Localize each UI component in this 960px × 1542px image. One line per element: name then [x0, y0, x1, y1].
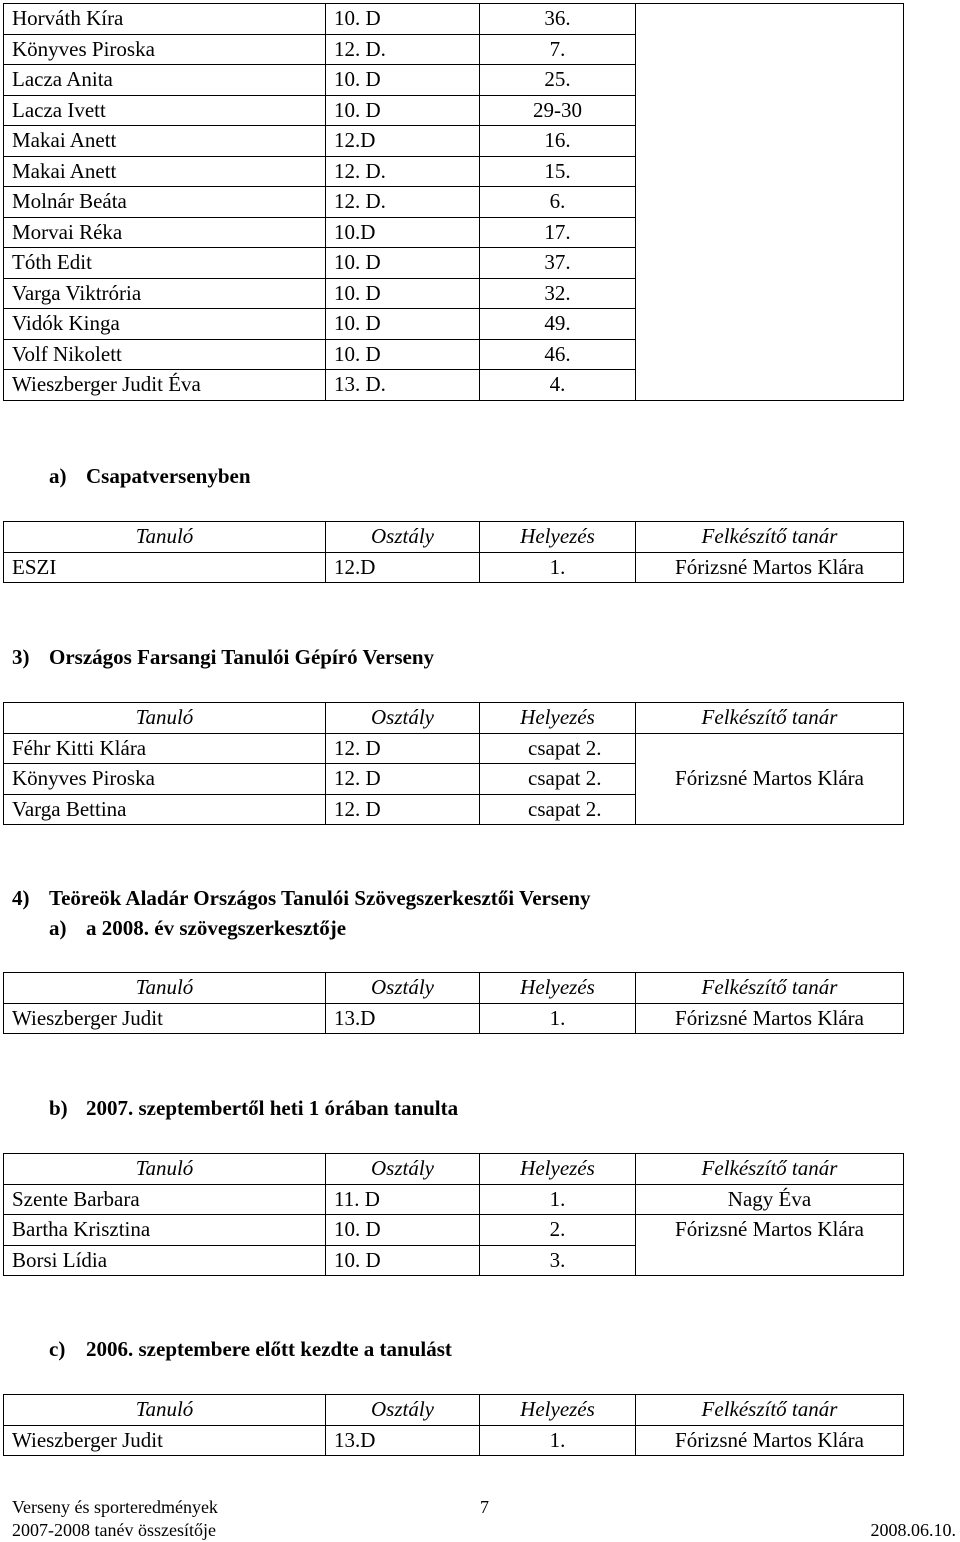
student-place: 37.	[480, 248, 636, 279]
student-class: 10. D	[326, 278, 480, 309]
header-teacher: Felkészítő tanár	[636, 703, 904, 734]
typing-results-table	[3, 702, 904, 825]
student-class: 12. D	[326, 794, 480, 825]
student-name: Borsi Lídia	[4, 1245, 326, 1276]
student-place: 1.	[480, 1003, 636, 1034]
student-name: Lacza Ivett	[4, 95, 326, 126]
table-row	[4, 1215, 904, 1246]
student-class: 10. D	[326, 1215, 480, 1246]
student-name: Horváth Kíra	[4, 4, 326, 35]
table-row	[4, 4, 904, 35]
student-place: 1.	[480, 1425, 636, 1456]
header-class: Osztály	[326, 703, 480, 734]
section-4c-heading	[49, 1337, 452, 1362]
student-class: 12. D	[326, 733, 480, 764]
student-name: Wieszberger Judit	[4, 1425, 326, 1456]
student-class: 10. D	[326, 248, 480, 279]
student-class: 10.D	[326, 217, 480, 248]
footer-subtitle: 2007-2008 tanév összesítője	[12, 1520, 216, 1540]
student-place: csapat 2.	[480, 764, 636, 795]
student-class: 12. D.	[326, 34, 480, 65]
header-place: Helyezés	[480, 522, 636, 553]
text-editor-2008-table	[3, 972, 904, 1034]
section-3-heading	[12, 645, 434, 670]
student-class: 10. D	[326, 95, 480, 126]
student-place: 6.	[480, 187, 636, 218]
header-student: Tanuló	[4, 1395, 326, 1426]
student-place: 15.	[480, 156, 636, 187]
header-row	[4, 1395, 904, 1426]
header-row	[4, 522, 904, 553]
student-place: 32.	[480, 278, 636, 309]
text-editor-2006-table	[3, 1394, 904, 1456]
student-place: 1.	[480, 552, 636, 583]
section-a-label: a)	[49, 464, 67, 488]
teacher-name: Fórizsné Martos Klára	[636, 733, 904, 825]
student-class: 12.D	[326, 552, 480, 583]
student-place: 3.	[480, 1245, 636, 1276]
student-class: 13.D	[326, 1003, 480, 1034]
teacher-name: Fórizsné Martos Klára	[636, 1425, 904, 1456]
header-class: Osztály	[326, 522, 480, 553]
header-student: Tanuló	[4, 973, 326, 1004]
student-place: 1.	[480, 1184, 636, 1215]
header-class: Osztály	[326, 1395, 480, 1426]
student-class: 10. D	[326, 339, 480, 370]
section-a-title: Csapatversenyben	[86, 464, 251, 488]
teacher-name: Fórizsné Martos Klára	[636, 552, 904, 583]
student-name: Varga Viktrória	[4, 278, 326, 309]
header-teacher: Felkészítő tanár	[636, 973, 904, 1004]
student-place: 36.	[480, 4, 636, 35]
header-class: Osztály	[326, 1154, 480, 1185]
student-name: Tóth Edit	[4, 248, 326, 279]
student-place: csapat 2.	[480, 733, 636, 764]
table-row	[4, 552, 904, 583]
student-name: Morvai Réka	[4, 217, 326, 248]
team-results-table	[3, 521, 904, 583]
section-4-heading	[12, 886, 591, 911]
student-name: ESZI	[4, 552, 326, 583]
section-3-label: 3)	[12, 645, 30, 669]
section-4-label: 4)	[12, 886, 30, 910]
header-student: Tanuló	[4, 703, 326, 734]
teacher-name: Nagy Éva	[636, 1184, 904, 1215]
student-class: 10. D	[326, 1245, 480, 1276]
student-name: Wieszberger Judit Éva	[4, 370, 326, 401]
header-teacher: Felkészítő tanár	[636, 1154, 904, 1185]
student-name: Wieszberger Judit	[4, 1003, 326, 1034]
section-4c-title: 2006. szeptembere előtt kezdte a tanulást	[86, 1337, 452, 1361]
header-class: Osztály	[326, 973, 480, 1004]
section-a-heading	[49, 464, 251, 489]
table-row	[4, 1425, 904, 1456]
header-place: Helyezés	[480, 1395, 636, 1426]
section-4b-label: b)	[49, 1096, 68, 1120]
student-place: 17.	[480, 217, 636, 248]
student-place: 16.	[480, 126, 636, 157]
student-place: 25.	[480, 65, 636, 96]
header-place: Helyezés	[480, 973, 636, 1004]
student-name: Varga Bettina	[4, 794, 326, 825]
top-results-table	[3, 3, 904, 401]
header-row	[4, 703, 904, 734]
student-name: Makai Anett	[4, 156, 326, 187]
student-name: Könyves Piroska	[4, 764, 326, 795]
section-4-title: Teöreök Aladár Országos Tanulói Szövegszerkesztői Verseny	[49, 886, 591, 910]
footer-date: 2008.06.10.	[870, 1520, 956, 1540]
table-row	[4, 1003, 904, 1034]
student-name: Bartha Krisztina	[4, 1215, 326, 1246]
footer-title: Verseny és sporteredmények	[12, 1497, 218, 1517]
section-4b-heading	[49, 1096, 458, 1121]
text-editor-2007-table	[3, 1153, 904, 1276]
student-place: 7.	[480, 34, 636, 65]
section-3-title: Országos Farsangi Tanulói Gépíró Verseny	[49, 645, 435, 669]
section-4a-heading	[49, 916, 346, 941]
student-name: Makai Anett	[4, 126, 326, 157]
student-name: Szente Barbara	[4, 1184, 326, 1215]
student-class: 13.D	[326, 1425, 480, 1456]
student-place: csapat 2.	[480, 794, 636, 825]
table-row	[4, 733, 904, 764]
footer-page-number: 7	[480, 1497, 489, 1517]
header-row	[4, 973, 904, 1004]
student-place: 49.	[480, 309, 636, 340]
student-name: Vidók Kinga	[4, 309, 326, 340]
header-place: Helyezés	[480, 703, 636, 734]
section-4a-label: a)	[49, 916, 67, 940]
student-class: 11. D	[326, 1184, 480, 1215]
table-row	[4, 1184, 904, 1215]
student-class: 10. D	[326, 4, 480, 35]
student-place: 29-30	[480, 95, 636, 126]
student-name: Féhr Kitti Klára	[4, 733, 326, 764]
header-student: Tanuló	[4, 1154, 326, 1185]
header-student: Tanuló	[4, 522, 326, 553]
student-place: 2.	[480, 1215, 636, 1246]
student-class: 12.D	[326, 126, 480, 157]
section-4c-label: c)	[49, 1337, 66, 1361]
teacher-name: Fórizsné Martos Klára	[636, 1003, 904, 1034]
student-class: 12. D.	[326, 187, 480, 218]
student-name: Lacza Anita	[4, 65, 326, 96]
student-class: 12. D	[326, 764, 480, 795]
empty-cell	[636, 4, 904, 401]
student-class: 12. D.	[326, 156, 480, 187]
student-class: 10. D	[326, 309, 480, 340]
student-class: 13. D.	[326, 370, 480, 401]
student-place: 46.	[480, 339, 636, 370]
student-name: Volf Nikolett	[4, 339, 326, 370]
header-teacher: Felkészítő tanár	[636, 522, 904, 553]
header-place: Helyezés	[480, 1154, 636, 1185]
student-name: Könyves Piroska	[4, 34, 326, 65]
section-4b-title: 2007. szeptembertől heti 1 órában tanulta	[86, 1096, 459, 1120]
teacher-name: Fórizsné Martos Klára	[636, 1215, 904, 1276]
section-4a-title: a 2008. év szövegszerkesztője	[86, 916, 347, 940]
student-class: 10. D	[326, 65, 480, 96]
header-row	[4, 1154, 904, 1185]
header-teacher: Felkészítő tanár	[636, 1395, 904, 1426]
student-name: Molnár Beáta	[4, 187, 326, 218]
student-place: 4.	[480, 370, 636, 401]
